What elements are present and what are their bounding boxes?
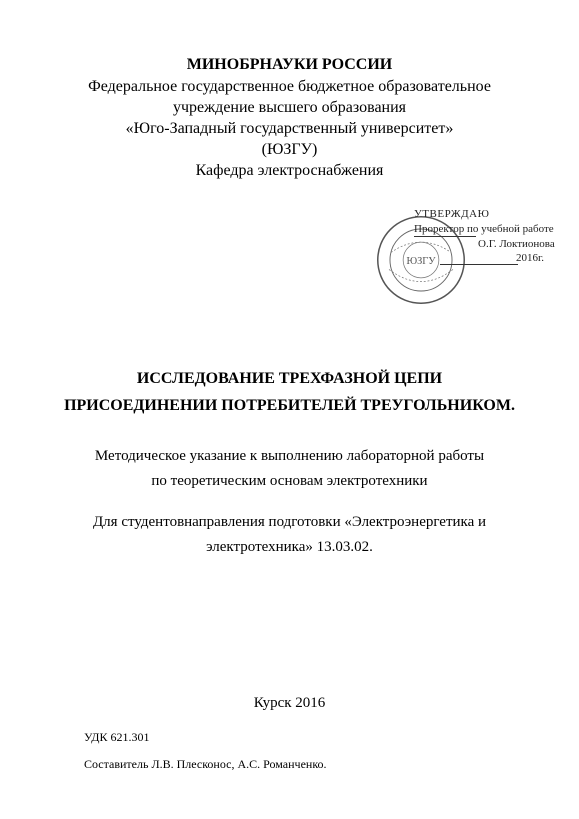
description-line-4: электротехника» 13.03.02. (206, 539, 373, 555)
udk-code: УДК 621.301 (84, 730, 150, 744)
date-line (440, 264, 518, 265)
authors: Составитель Л.В. Плесконос, А.С. Романченко. (84, 757, 327, 771)
description-line-2: по теоретическим основам электротехники (151, 473, 428, 489)
approval-position: Проректор по учебной работе (414, 223, 554, 235)
approval-block (378, 208, 568, 308)
description-line-3: Для студентовнаправления подготовки «Электроэнергетика и (92, 514, 487, 530)
institution-line-1: Федеральное государственное бюджетное образовательное (88, 78, 491, 95)
title-line-1: ИССЛЕДОВАНИЕ ТРЕХФАЗНОЙ ЦЕПИ (136, 370, 443, 387)
approval-title: УТВЕРЖДАЮ (414, 208, 490, 220)
city-year: Курск 2016 (253, 695, 326, 711)
institution-abbreviation: (ЮЗГУ) (261, 141, 318, 158)
institution-line-2: учреждение высшего образования (172, 99, 407, 116)
stamp-label: ЮЗГУ (406, 255, 436, 267)
description-line-1: Методическое указание к выполнению лабораторной работы (94, 448, 485, 464)
signature-line (414, 236, 476, 237)
approval-name: О.Г. Локтионова (478, 238, 555, 250)
institution-line-3: «Юго-Западный государственный университет» (125, 120, 454, 137)
department-name: Кафедра электроснабжения (195, 162, 384, 179)
approval-year: 2016г. (516, 252, 545, 264)
title-line-2: ПРИСОЕДИНЕНИИ ПОТРЕБИТЕЛЕЙ ТРЕУГОЛЬНИКОМ. (64, 397, 515, 414)
ministry-heading: МИНОБРНАУКИ РОССИИ (186, 56, 393, 73)
